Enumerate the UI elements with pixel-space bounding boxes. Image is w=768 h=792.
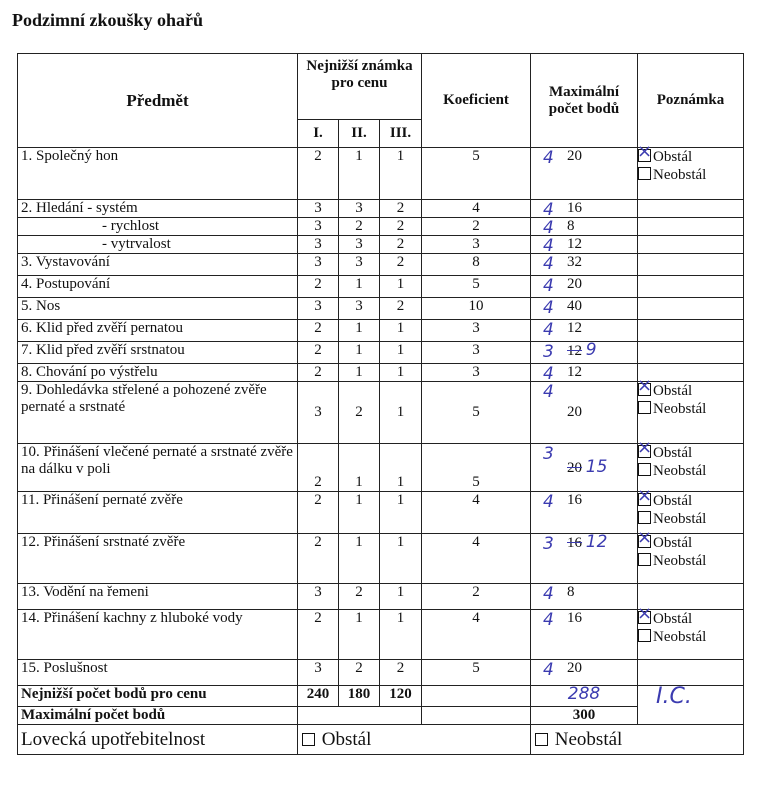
option-pass[interactable] bbox=[638, 492, 743, 510]
cell-g1: 3 bbox=[298, 200, 339, 218]
cell-g2: 3 bbox=[339, 200, 380, 218]
max-points-value: 16 bbox=[567, 492, 583, 508]
max-points-value: 12 bbox=[567, 236, 583, 252]
max-points-value: 8 bbox=[567, 584, 575, 600]
row-label: 4. Postupování bbox=[18, 276, 298, 298]
cell-g3: 2 bbox=[380, 218, 422, 236]
cell-g3: 1 bbox=[380, 276, 422, 298]
option-pass[interactable] bbox=[638, 534, 743, 552]
row-label: - vytrvalost bbox=[18, 236, 298, 254]
table-row bbox=[18, 148, 744, 200]
max-points-cell bbox=[531, 298, 638, 320]
handwritten-grade: 4 bbox=[543, 298, 554, 318]
note-cell bbox=[638, 610, 744, 660]
header-grade-3: III. bbox=[380, 120, 422, 148]
max-points-value: 20 bbox=[567, 404, 583, 420]
cell-g2: 2 bbox=[339, 660, 380, 686]
table-row bbox=[18, 236, 744, 254]
row-label: 7. Klid před zvěří srstnatou bbox=[18, 342, 298, 364]
option-fail[interactable] bbox=[638, 400, 743, 418]
note-cell bbox=[638, 218, 744, 236]
blank-cell bbox=[422, 686, 531, 707]
table-row bbox=[18, 534, 744, 584]
note-cell bbox=[638, 382, 744, 444]
checkbox-icon[interactable] bbox=[638, 167, 651, 180]
cell-coef: 4 bbox=[422, 492, 531, 534]
usability-label: Lovecká upotřebitelnost bbox=[18, 725, 298, 755]
option-fail[interactable] bbox=[638, 628, 743, 646]
checkbox-icon[interactable] bbox=[638, 463, 651, 476]
handwritten-grade: 4 bbox=[543, 200, 554, 220]
cell-g1: 3 bbox=[298, 660, 339, 686]
usability-pass-label: Obstál bbox=[321, 729, 372, 750]
checkbox-icon[interactable] bbox=[638, 401, 651, 414]
note-cell bbox=[638, 148, 744, 200]
option-fail-label: Neobstál bbox=[653, 463, 707, 479]
min-points-hand-cell bbox=[531, 686, 638, 707]
cell-g3: 2 bbox=[380, 200, 422, 218]
table-row bbox=[18, 342, 744, 364]
cell-g1: 2 bbox=[298, 276, 339, 298]
cell-coef: 4 bbox=[422, 200, 531, 218]
checkbox-icon[interactable] bbox=[302, 733, 315, 746]
option-pass-label: Obstál bbox=[653, 535, 693, 551]
cell-g2: 1 bbox=[339, 320, 380, 342]
max-points-cell bbox=[531, 660, 638, 686]
cell-g3: 1 bbox=[380, 320, 422, 342]
max-points-value: 20 bbox=[567, 660, 583, 676]
option-fail-label: Neobstál bbox=[653, 553, 707, 569]
option-pass-label: Obstál bbox=[653, 611, 693, 627]
cell-g2: 1 bbox=[339, 610, 380, 660]
checked-checkbox-icon[interactable] bbox=[638, 149, 651, 162]
option-fail[interactable] bbox=[638, 510, 743, 528]
max-points-cell bbox=[531, 610, 638, 660]
cell-g3: 1 bbox=[380, 584, 422, 610]
row-label: 12. Přinášení srstnaté zvěře bbox=[18, 534, 298, 584]
checkbox-icon[interactable] bbox=[638, 511, 651, 524]
checked-checkbox-icon[interactable] bbox=[638, 445, 651, 458]
max-points-value: 8 bbox=[567, 218, 575, 234]
cell-g1: 3 bbox=[298, 298, 339, 320]
max-points-cell bbox=[531, 148, 638, 200]
cell-coef: 5 bbox=[422, 660, 531, 686]
blank-cell bbox=[298, 707, 422, 725]
max-points-value: 20 bbox=[567, 148, 583, 164]
max-points-cell bbox=[531, 444, 638, 492]
note-cell bbox=[638, 534, 744, 584]
handwritten-grade: 4 bbox=[543, 218, 554, 238]
cell-g2: 1 bbox=[339, 534, 380, 584]
row-label: 8. Chování po výstřelu bbox=[18, 364, 298, 382]
max-points-value: 12 bbox=[567, 320, 583, 336]
cell-coef: 5 bbox=[422, 148, 531, 200]
cell-coef: 3 bbox=[422, 320, 531, 342]
handwritten-grade: 4 bbox=[543, 382, 554, 402]
exam-table bbox=[17, 53, 744, 755]
header-note: Poznámka bbox=[638, 54, 744, 148]
option-pass[interactable] bbox=[638, 610, 743, 628]
table-row bbox=[18, 364, 744, 382]
note-cell bbox=[638, 320, 744, 342]
cell-g3: 1 bbox=[380, 382, 422, 444]
row-label: 10. Přinášení vlečené pernaté a srstnaté zvěře na dálku v poli bbox=[18, 444, 298, 492]
cell-coef: 10 bbox=[422, 298, 531, 320]
handwritten-grade: 3 bbox=[543, 342, 554, 362]
header-max-points: Maximální počet bodů bbox=[531, 54, 638, 148]
max-points-cell bbox=[531, 276, 638, 298]
cell-g3: 2 bbox=[380, 660, 422, 686]
note-cell bbox=[638, 298, 744, 320]
option-fail-label: Neobstál bbox=[653, 167, 707, 183]
cell-g2: 1 bbox=[339, 276, 380, 298]
row-label: 6. Klid před zvěří pernatou bbox=[18, 320, 298, 342]
cell-coef: 2 bbox=[422, 218, 531, 236]
min-points-3: 120 bbox=[380, 686, 422, 707]
handwritten-grade: 4 bbox=[543, 148, 554, 168]
cell-coef: 2 bbox=[422, 584, 531, 610]
signature-cell bbox=[638, 686, 744, 725]
cell-coef: 8 bbox=[422, 254, 531, 276]
handwritten-grade: 4 bbox=[543, 584, 554, 604]
max-points-value: 12 bbox=[567, 343, 583, 359]
note-cell bbox=[638, 236, 744, 254]
row-label: 5. Nos bbox=[18, 298, 298, 320]
table-row bbox=[18, 218, 744, 236]
cell-g2: 3 bbox=[339, 298, 380, 320]
cell-g2: 1 bbox=[339, 492, 380, 534]
cell-g1: 3 bbox=[298, 382, 339, 444]
cell-g3: 1 bbox=[380, 364, 422, 382]
note-cell bbox=[638, 364, 744, 382]
cell-g2: 3 bbox=[339, 236, 380, 254]
option-pass[interactable] bbox=[638, 382, 743, 400]
handwritten-grade: 4 bbox=[543, 320, 554, 340]
option-fail-label: Neobstál bbox=[653, 511, 707, 527]
cell-coef: 3 bbox=[422, 236, 531, 254]
max-points-value: 40 bbox=[567, 298, 583, 314]
option-pass-label: Obstál bbox=[653, 149, 693, 165]
handwritten-grade: 4 bbox=[543, 254, 554, 274]
cell-coef: 3 bbox=[422, 342, 531, 364]
cell-g1: 2 bbox=[298, 492, 339, 534]
handwritten-grade: 4 bbox=[543, 276, 554, 296]
max-points-value: 16 bbox=[567, 200, 583, 216]
max-points-value: 12 bbox=[567, 364, 583, 380]
max-points-cell bbox=[531, 218, 638, 236]
cell-g2: 2 bbox=[339, 218, 380, 236]
row-label: - rychlost bbox=[18, 218, 298, 236]
max-points-cell bbox=[531, 364, 638, 382]
cell-g2: 1 bbox=[339, 342, 380, 364]
row-label: 2. Hledání - systém bbox=[18, 200, 298, 218]
table-row bbox=[18, 660, 744, 686]
checked-checkbox-icon[interactable] bbox=[638, 493, 651, 506]
handwritten-grade: 3 bbox=[543, 444, 554, 464]
usability-pass[interactable] bbox=[298, 725, 531, 755]
row-label: 15. Poslušnost bbox=[18, 660, 298, 686]
cell-g1: 2 bbox=[298, 342, 339, 364]
row-label: 11. Přinášení pernaté zvěře bbox=[18, 492, 298, 534]
handwritten-grade: 4 bbox=[543, 492, 554, 512]
cell-g1: 3 bbox=[298, 218, 339, 236]
option-pass-label: Obstál bbox=[653, 383, 693, 399]
checked-checkbox-icon[interactable] bbox=[638, 535, 651, 548]
note-cell bbox=[638, 200, 744, 218]
checkbox-icon[interactable] bbox=[638, 553, 651, 566]
note-cell bbox=[638, 342, 744, 364]
cell-g3: 1 bbox=[380, 444, 422, 492]
cell-g1: 3 bbox=[298, 254, 339, 276]
option-fail[interactable] bbox=[638, 552, 743, 570]
cell-coef: 5 bbox=[422, 382, 531, 444]
table-row bbox=[18, 200, 744, 218]
min-points-label: Nejnižší počet bodů pro cenu bbox=[18, 686, 298, 707]
header-subject: Předmět bbox=[18, 54, 298, 148]
row-label: 13. Vodění na řemeni bbox=[18, 584, 298, 610]
row-label: 1. Společný hon bbox=[18, 148, 298, 200]
table-row bbox=[18, 584, 744, 610]
cell-g2: 3 bbox=[339, 254, 380, 276]
table-row bbox=[18, 610, 744, 660]
cell-g1: 2 bbox=[298, 444, 339, 492]
row-label-text: 9. Dohledávka střelené a pohozené zvěře pernaté a srstnaté bbox=[21, 382, 267, 415]
option-fail[interactable] bbox=[638, 462, 743, 480]
cell-coef: 4 bbox=[422, 610, 531, 660]
cell-g1: 2 bbox=[298, 534, 339, 584]
table-row bbox=[18, 444, 744, 492]
checkbox-icon[interactable] bbox=[535, 733, 548, 746]
note-cell bbox=[638, 660, 744, 686]
max-points-cell bbox=[531, 254, 638, 276]
handwritten-grade: 3 bbox=[543, 534, 554, 554]
max-points-cell bbox=[531, 236, 638, 254]
total-points-handwritten: 288 bbox=[567, 684, 601, 704]
note-cell bbox=[638, 276, 744, 298]
cell-coef: 5 bbox=[422, 444, 531, 492]
cell-coef: 3 bbox=[422, 364, 531, 382]
option-fail[interactable] bbox=[638, 166, 743, 184]
cell-g3: 1 bbox=[380, 148, 422, 200]
row-label: 14. Přinášení kachny z hluboké vody bbox=[18, 610, 298, 660]
cell-g2: 1 bbox=[339, 444, 380, 492]
row-label: 3. Vystavování bbox=[18, 254, 298, 276]
max-points-value: 16 bbox=[567, 535, 583, 551]
usability-fail[interactable] bbox=[531, 725, 744, 755]
note-cell bbox=[638, 584, 744, 610]
max-points-cell bbox=[531, 320, 638, 342]
table-row bbox=[18, 492, 744, 534]
cell-g2: 2 bbox=[339, 382, 380, 444]
header-grade-2: II. bbox=[339, 120, 380, 148]
cell-g3: 2 bbox=[380, 254, 422, 276]
option-pass-label: Obstál bbox=[653, 493, 693, 509]
handwritten-grade: 4 bbox=[543, 364, 554, 384]
note-cell bbox=[638, 444, 744, 492]
option-fail-label: Neobstál bbox=[653, 629, 707, 645]
cell-coef: 5 bbox=[422, 276, 531, 298]
max-points-cell bbox=[531, 584, 638, 610]
max-points-value: 16 bbox=[567, 610, 583, 626]
min-points-1: 240 bbox=[298, 686, 339, 707]
cell-g3: 1 bbox=[380, 492, 422, 534]
option-pass[interactable] bbox=[638, 148, 743, 166]
max-points-cell bbox=[531, 534, 638, 584]
checked-checkbox-icon[interactable] bbox=[638, 611, 651, 624]
cell-g1: 3 bbox=[298, 236, 339, 254]
max-points-total: 300 bbox=[531, 707, 638, 725]
table-row bbox=[18, 382, 744, 444]
handwritten-grade: 4 bbox=[543, 660, 554, 680]
handwritten-grade: 4 bbox=[543, 236, 554, 256]
cell-g2: 1 bbox=[339, 148, 380, 200]
cell-g1: 2 bbox=[298, 320, 339, 342]
cell-g1: 2 bbox=[298, 364, 339, 382]
max-points-cell bbox=[531, 492, 638, 534]
max-points-value: 20 bbox=[567, 276, 583, 292]
usability-fail-label: Neobstál bbox=[554, 729, 623, 750]
header-min-grade: Nejnižší známka pro cenu bbox=[298, 54, 422, 120]
form-title: Podzimní zkoušky ohařů bbox=[12, 10, 204, 30]
header-coef: Koeficient bbox=[422, 54, 531, 148]
min-points-2: 180 bbox=[339, 686, 380, 707]
cell-coef: 4 bbox=[422, 534, 531, 584]
cell-g1: 2 bbox=[298, 148, 339, 200]
cell-g3: 2 bbox=[380, 236, 422, 254]
option-pass-label: Obstál bbox=[653, 445, 693, 461]
max-points-label: Maximální počet bodů bbox=[18, 707, 298, 725]
max-points-value: 32 bbox=[567, 254, 583, 270]
signature: I.C. bbox=[656, 684, 692, 709]
row-label bbox=[18, 382, 298, 444]
blank-cell bbox=[422, 707, 531, 725]
max-points-value: 20 bbox=[567, 459, 583, 476]
table-row bbox=[18, 298, 744, 320]
handwritten-grade: 4 bbox=[543, 610, 554, 630]
cell-g3: 1 bbox=[380, 610, 422, 660]
table-row bbox=[18, 320, 744, 342]
cell-g3: 1 bbox=[380, 342, 422, 364]
table-row bbox=[18, 276, 744, 298]
note-cell bbox=[638, 254, 744, 276]
checkbox-icon[interactable] bbox=[638, 629, 651, 642]
max-points-cell bbox=[531, 200, 638, 218]
handwritten-points: 12 bbox=[585, 532, 608, 552]
cell-g1: 2 bbox=[298, 610, 339, 660]
header-grade-1: I. bbox=[298, 120, 339, 148]
cell-g3: 1 bbox=[380, 534, 422, 584]
option-fail-label: Neobstál bbox=[653, 401, 707, 417]
handwritten-points: 9 bbox=[585, 340, 597, 360]
option-pass[interactable] bbox=[638, 444, 743, 462]
table-row bbox=[18, 254, 744, 276]
handwritten-points: 15 bbox=[585, 456, 608, 477]
cell-g2: 2 bbox=[339, 584, 380, 610]
cell-g2: 1 bbox=[339, 364, 380, 382]
note-cell bbox=[638, 492, 744, 534]
checked-checkbox-icon[interactable] bbox=[638, 383, 651, 396]
max-points-cell bbox=[531, 382, 638, 444]
cell-g3: 2 bbox=[380, 298, 422, 320]
max-points-cell bbox=[531, 342, 638, 364]
cell-g1: 3 bbox=[298, 584, 339, 610]
